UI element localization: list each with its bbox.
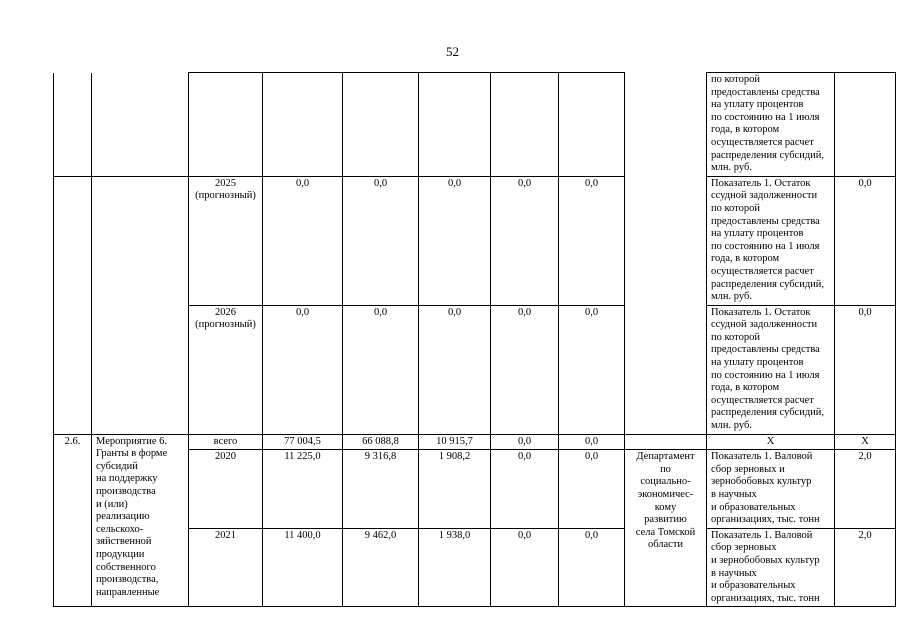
indicator-cell: по которой предоставлены средства на уплату процентов по состоянию на 1 июля года, в котором осуществляется расчет распределения субсидий, млн. руб. — [707, 73, 835, 177]
value-cell: 1 938,0 — [419, 528, 491, 607]
value-cell: 0,0 — [343, 305, 419, 434]
value-cell: 0,0 — [491, 450, 559, 529]
indicator-cell: Показатель 1. Валовой сбор зерновых и зернобобовых культур в научных и образовательных организациях, тыс. тонн — [707, 528, 835, 607]
value-cell — [263, 73, 343, 177]
year-cell: 2026 (прогнозный) — [189, 305, 263, 434]
value-cell: 0,0 — [491, 176, 559, 305]
target-cell: 2,0 — [835, 450, 896, 529]
value-cell: 77 004,5 — [263, 434, 343, 450]
value-cell: 0,0 — [559, 528, 625, 607]
value-cell: 9 316,8 — [343, 450, 419, 529]
year-cell: 2021 — [189, 528, 263, 607]
program-table — [53, 72, 896, 607]
value-cell: 0,0 — [419, 305, 491, 434]
target-cell: 0,0 — [835, 176, 896, 305]
value-cell — [491, 73, 559, 177]
value-cell: 0,0 — [343, 176, 419, 305]
table-row — [54, 73, 896, 177]
target-cell: Х — [835, 434, 896, 450]
year-cell: 2020 — [189, 450, 263, 529]
indicator-cell: Показатель 1. Остаток ссудной задолженности по которой предоставлены средства на уплату процентов по состоянию на 1 июля года, в котором осуществляется расчет распределения субсидий, млн. руб. — [707, 176, 835, 305]
table-row — [54, 434, 896, 450]
value-cell: 0,0 — [419, 176, 491, 305]
value-cell: 66 088,8 — [343, 434, 419, 450]
indicator-cell: Показатель 1. Остаток ссудной задолженности по которой предоставлены средства на уплату процентов по состоянию на 1 июля года, в котором осуществляется расчет распределения субсидий, млн. руб. — [707, 305, 835, 434]
value-cell: 0,0 — [263, 176, 343, 305]
table-row — [54, 305, 896, 434]
year-cell: 2025 (прогнозный) — [189, 176, 263, 305]
value-cell: 9 462,0 — [343, 528, 419, 607]
target-cell: 2,0 — [835, 528, 896, 607]
value-cell — [559, 73, 625, 177]
indicator-cell: Х — [707, 434, 835, 450]
target-cell — [835, 73, 896, 177]
table-row — [54, 176, 896, 305]
item-name: Мероприятие 6. Гранты в форме субсидий на поддержку производства и (или) реализацию сельскохо- зяйственной продукции собственного производства, направленные — [92, 434, 189, 607]
responsible-cell: Департамент по социально- экономичес- кому развитию села Томской области — [625, 450, 707, 607]
indicator-cell: Показатель 1. Валовой сбор зерновых и зернобобовых культур в научных и образовательных организациях, тыс. тонн — [707, 450, 835, 529]
value-cell: 10 915,7 — [419, 434, 491, 450]
value-cell: 0,0 — [491, 434, 559, 450]
value-cell — [343, 73, 419, 177]
year-cell: всего — [189, 434, 263, 450]
value-cell — [419, 73, 491, 177]
value-cell: 1 908,2 — [419, 450, 491, 529]
value-cell: 0,0 — [263, 305, 343, 434]
value-cell: 0,0 — [559, 305, 625, 434]
value-cell: 0,0 — [491, 528, 559, 607]
value-cell: 0,0 — [559, 450, 625, 529]
value-cell: 11 225,0 — [263, 450, 343, 529]
target-cell: 0,0 — [835, 305, 896, 434]
value-cell: 0,0 — [491, 305, 559, 434]
value-cell: 0,0 — [559, 176, 625, 305]
page-number: 52 — [446, 44, 459, 59]
value-cell: 0,0 — [559, 434, 625, 450]
item-number: 2.6. — [54, 434, 92, 607]
value-cell: 11 400,0 — [263, 528, 343, 607]
